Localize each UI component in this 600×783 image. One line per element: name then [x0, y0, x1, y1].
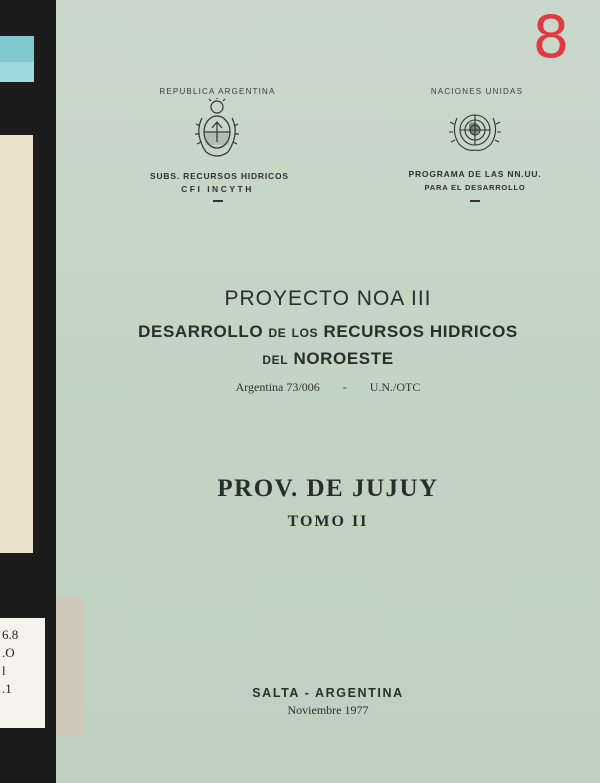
spine-tan-label	[0, 135, 33, 553]
country-heading: REPUBLICA ARGENTINA	[159, 87, 276, 96]
left-agency-line1: SUBS. RECURSOS HIDRICOS	[150, 171, 289, 181]
argentina-coat-of-arms-icon	[192, 98, 242, 164]
call-number-label	[0, 618, 45, 728]
handwritten-number: 8	[532, 3, 570, 71]
reference-right: U.N./OTC	[369, 380, 421, 394]
right-agency-line2: PARA EL DESARROLLO	[424, 183, 526, 192]
org-heading: NACIONES UNIDAS	[430, 87, 524, 96]
call-number-line: .O	[2, 645, 15, 660]
call-number-line: l	[2, 663, 6, 678]
province-title: PROV. DE JUJUY	[217, 475, 439, 502]
color-tab-lower	[0, 62, 34, 82]
call-number-line: .1	[2, 681, 12, 696]
volume-number: TOMO II	[287, 513, 369, 530]
left-agency-line2: CFI INCYTH	[181, 184, 254, 194]
right-agency	[405, 168, 545, 194]
project-title: PROYECTO NOA III	[224, 287, 432, 310]
project-reference	[56, 380, 600, 395]
call-number-line: 6.8	[2, 627, 19, 642]
publication-date: Noviembre 1977	[287, 703, 369, 717]
right-dash	[470, 200, 480, 202]
un-emblem-icon	[445, 106, 505, 156]
left-agency	[150, 170, 289, 196]
title-line2: del NOROESTE	[262, 349, 394, 368]
reference-left: Argentina 73/006	[235, 380, 320, 394]
left-dash	[213, 200, 223, 202]
reference-separator: -	[342, 380, 347, 394]
publication-place: SALTA - ARGENTINA	[252, 686, 404, 700]
title-line1: DESARROLLO de los RECURSOS HIDRICOS	[138, 322, 518, 341]
right-agency-line1: PROGRAMA DE LAS NN.UU.	[408, 169, 542, 179]
